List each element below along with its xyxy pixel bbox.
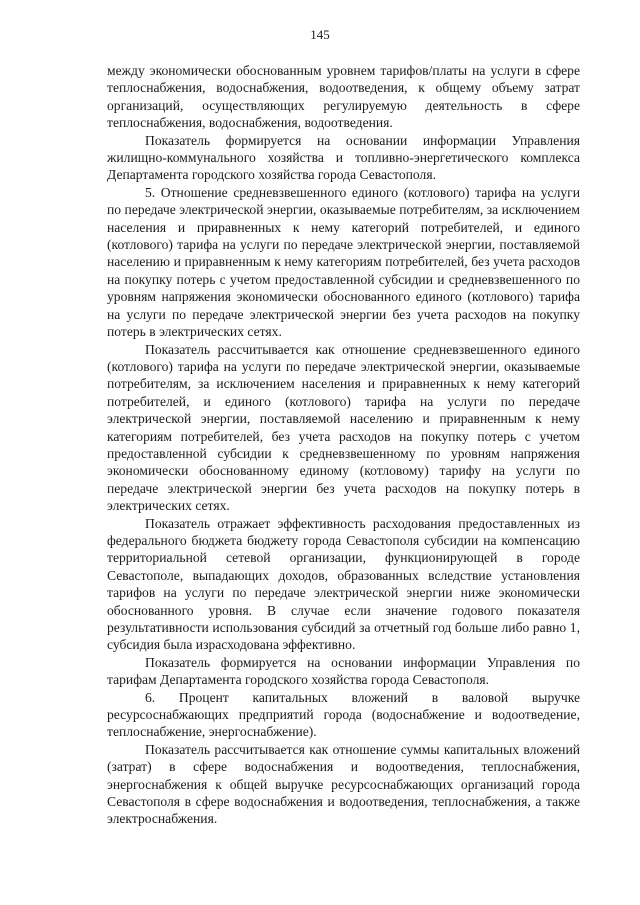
paragraph-continuation: между экономически обоснованным уровнем тарифов/платы на услуги в сфере теплоснабжения, водоснабжения, водоотведения, к общему объему затрат организаций, осуществляющих регулируемую деятельность в сфере теплоснабжения, водоснабжения, водоотведения. (107, 63, 580, 131)
paragraph-indicator-5-title: 5. Отношение средневзвешенного единого (котлового) тарифа на услуги по передаче электрической энергии, оказываемые потребителям, за исключением населения и приравненных к нему категорий потребителей, и единого (котлового) тарифа на услуги по передаче электрической энергии, поставляемой населению и приравненным к нему категориям потребителей, без учета расходов на покупку потерь с учетом предоставленной субсидии и средневзвешенного по уровням напряжения экономически обоснованного единого (котлового) тарифа на услуги по передаче электрической энергии без учета расходов на покупку потерь в электрических сетях. (107, 184, 580, 340)
document-body (107, 62, 580, 828)
page-number: 145 (310, 27, 330, 42)
paragraph-indicator-6-calculation: Показатель рассчитывается как отношение суммы капитальных вложений (затрат) в сфере водоснабжения и водоотведения, теплоснабжения, энергоснабжения к общей выручке ресурсоснабжающих организаций города Севастополя в сфере водоснабжения и водоотведения, теплоснабжения, а также электроснабжения. (107, 741, 580, 827)
paragraph-indicator-5-source: Показатель формируется на основании информации Управления по тарифам Департамента городского хозяйства города Севастополя. (107, 654, 580, 688)
paragraph-heat-water-source: Показатель формируется на основании информации Управления жилищно-коммунального хозяйства и топливно-энергетического комплекса Департамента городского хозяйства города Севастополя. (107, 132, 580, 183)
paragraph-indicator-6-title: 6. Процент капитальных вложений в валовой выручке ресурсоснабжающих предприятий города (водоснабжение и водоотведение, теплоснабжение, энергоснабжение). (107, 689, 580, 740)
paragraph-indicator-5-calculation: Показатель рассчитывается как отношение средневзвешенного единого (котлового) тарифа на услуги по передаче электрической энергии, оказываемые потребителям, за исключением населения и приравненных к нему категорий потребителей, и единого (котлового) тарифа на услуги по передаче электрической энергии, поставляемой населению и приравненным к нему категориям потребителей, без учета расходов на покупку потерь с учетом предоставленной субсидии к средневзвешенному по уровням напряжения экономически обоснованному единому (котловому) тарифу на услуги по передаче электрической энергии без учета расходов на покупку потерь в электрических сетях. (107, 341, 580, 514)
paragraph-indicator-5-efficiency: Показатель отражает эффективность расходования предоставленных из федерального бюджета бюджету города Севастополя субсидии на компенсацию территориальной сетевой организации, функционирующей в городе Севастополе, выпадающих доходов, образованных вследствие установления тарифов на услуги по передаче электрической энергии ниже экономически обоснованного уровня. В случае если значение годового показателя результативности использования субсидий за отчетный год больше либо равно 1, субсидия была израсходована эффективно. (107, 515, 580, 653)
